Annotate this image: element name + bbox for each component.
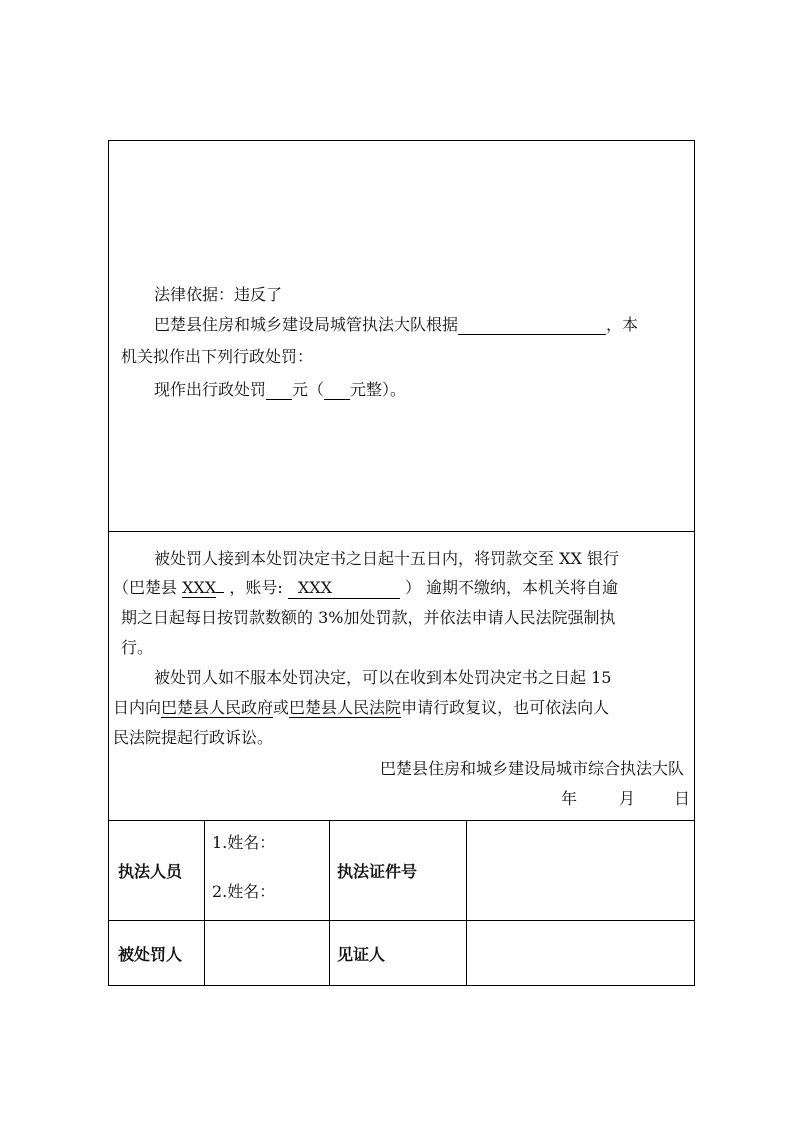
penalty-text: 现作出行政处罚 <box>154 380 267 399</box>
county-label: （巴楚县 <box>113 578 178 597</box>
appeal-line-2: 日内向巴楚县人民政府或巴楚县人民法院申请行政复议，也可依法向人 <box>113 698 610 717</box>
payment-and-appeal-section <box>109 532 694 821</box>
payment-line-4: 行。 <box>121 638 154 657</box>
basis-suffix: ，本 <box>606 315 639 334</box>
county-court-link: 巴楚县人民法院 <box>289 698 402 717</box>
date-month: 月 <box>619 789 636 808</box>
enforcer-name-2[interactable]: 2.姓名： <box>212 882 276 901</box>
witness-label: 见证人 <box>337 945 386 964</box>
certificate-number-label: 执法证件号 <box>337 862 418 881</box>
date-year: 年 <box>561 789 578 808</box>
basis-blank[interactable] <box>458 316 606 335</box>
basis-line <box>154 315 638 335</box>
basis-text: 巴楚县住房和城乡建设局城管执法大队根据 <box>154 315 459 334</box>
table-col-divider <box>329 821 330 985</box>
witness-field[interactable] <box>467 921 695 985</box>
date-day: 日 <box>674 789 691 808</box>
payment-line-3: 期之日起每日按罚款数额的 3%加处罚款，并依法申请人民法院强制执 <box>121 608 616 627</box>
payment-line-2 <box>113 578 618 599</box>
penalty-amount-line <box>154 380 406 400</box>
enforcer-name-1[interactable]: 1.姓名： <box>212 833 276 852</box>
yuan-text: 元（ <box>292 380 325 399</box>
signatures-table <box>109 821 694 985</box>
appeal-line-1: 被处罚人如不服本处罚决定，可以在收到本处罚决定书之日起 15 <box>154 668 612 687</box>
penalized-person-field[interactable] <box>205 921 329 985</box>
bank-name-field: XXX <box>182 578 217 597</box>
penalty-basis-section <box>109 141 694 532</box>
account-label: ，账号: <box>229 578 283 597</box>
enforcers-label: 执法人员 <box>118 862 183 881</box>
legal-basis-line: 法律依据：违反了 <box>154 285 283 304</box>
amount-words-blank[interactable] <box>324 381 350 400</box>
penalty-decision-form <box>108 140 695 986</box>
issuing-authority-signature: 巴楚县住房和城乡建设局城市综合执法大队 <box>379 759 684 778</box>
certificate-number-field[interactable] <box>467 821 695 920</box>
penalized-person-label: 被处罚人 <box>118 945 183 964</box>
appeal-line-3: 民法院提起行政诉讼。 <box>113 728 274 747</box>
account-number-field: XXX <box>288 578 400 599</box>
amount-number-blank[interactable] <box>266 381 292 400</box>
proposed-penalty-line: 机关拟作出下列行政处罚： <box>121 347 314 366</box>
county-government-link: 巴楚县人民政府 <box>161 698 274 717</box>
yuan-whole-text: 元整）。 <box>350 380 407 399</box>
payment-line-1: 被处罚人接到本处罚决定书之日起十五日内，将罚款交至 XX 银行 <box>154 549 619 568</box>
overdue-text: ） 逾期不缴纳，本机关将自逾 <box>404 578 619 597</box>
